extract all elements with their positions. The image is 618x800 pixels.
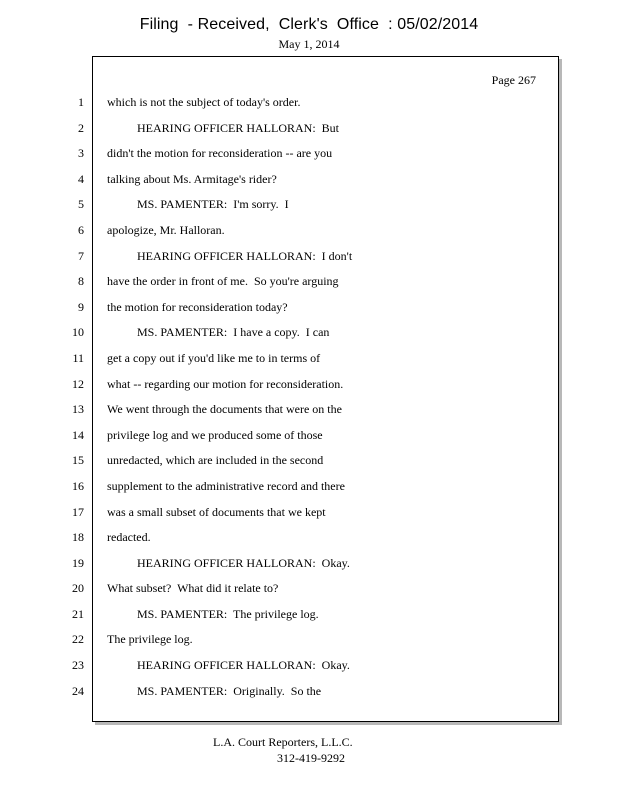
line-number: 8 bbox=[78, 274, 84, 289]
line-number: 23 bbox=[72, 658, 84, 673]
line-number: 14 bbox=[72, 427, 84, 442]
line-number: 19 bbox=[72, 555, 84, 570]
line-number: 5 bbox=[78, 197, 84, 212]
line-number: 2 bbox=[78, 120, 84, 135]
transcript-line: the motion for reconsideration today? bbox=[107, 299, 288, 314]
line-number: 7 bbox=[78, 248, 84, 263]
line-number: 11 bbox=[72, 350, 84, 365]
line-number: 6 bbox=[78, 222, 84, 237]
line-number: 10 bbox=[72, 325, 84, 340]
transcript-line: apologize, Mr. Halloran. bbox=[107, 222, 225, 237]
line-number: 3 bbox=[78, 146, 84, 161]
transcript-line: redacted. bbox=[107, 530, 151, 545]
transcript-line: HEARING OFFICER HALLORAN: I don't bbox=[107, 248, 353, 263]
line-number: 22 bbox=[72, 632, 84, 647]
transcript-line: supplement to the administrative record and there bbox=[107, 478, 345, 493]
transcript-line: HEARING OFFICER HALLORAN: But bbox=[107, 120, 340, 135]
transcript-line: What subset? What did it relate to? bbox=[107, 581, 279, 596]
line-number: 1 bbox=[78, 95, 84, 109]
line-number: 15 bbox=[72, 453, 84, 468]
transcript-text bbox=[107, 94, 352, 708]
line-number: 4 bbox=[78, 171, 84, 186]
transcript-line: unredacted, which are included in the second bbox=[107, 453, 324, 468]
transcript-date: May 1, 2014 bbox=[278, 37, 340, 51]
transcript-line: MS. PAMENTER: Originally. So the bbox=[107, 683, 322, 698]
transcript-line: The privilege log. bbox=[107, 632, 193, 647]
line-number: 21 bbox=[72, 606, 84, 621]
line-number: 12 bbox=[72, 376, 84, 391]
transcript-line: was a small subset of documents that we kept bbox=[107, 504, 326, 519]
transcript-line: didn't the motion for reconsideration -- are you bbox=[107, 146, 333, 161]
line-number: 16 bbox=[72, 478, 84, 493]
transcript-line: MS. PAMENTER: The privilege log. bbox=[107, 606, 319, 621]
transcript-line: MS. PAMENTER: I have a copy. I can bbox=[107, 325, 330, 340]
line-number: 24 bbox=[72, 683, 84, 698]
line-number: 20 bbox=[72, 581, 84, 596]
footer-phone: 312-419-9292 bbox=[277, 751, 345, 765]
transcript-line: what -- regarding our motion for reconsideration. bbox=[107, 376, 344, 391]
transcript-line: get a copy out if you'd like me to in terms of bbox=[107, 350, 321, 365]
line-number-column bbox=[60, 94, 84, 708]
transcript-line: which is not the subject of today's order. bbox=[107, 95, 301, 109]
line-number: 18 bbox=[72, 530, 84, 545]
transcript-line: We went through the documents that were on the bbox=[107, 402, 342, 417]
transcript-line: HEARING OFFICER HALLORAN: Okay. bbox=[107, 658, 350, 673]
filing-stamp: Filing - Received, Clerk's Office : 05/02/2014 bbox=[139, 16, 479, 33]
transcript-line: have the order in front of me. So you're arguing bbox=[107, 274, 339, 289]
page-number: Page 267 bbox=[491, 73, 536, 87]
footer-company: L.A. Court Reporters, L.L.C. bbox=[213, 735, 353, 749]
line-number: 9 bbox=[78, 299, 84, 314]
transcript-line: talking about Ms. Armitage's rider? bbox=[107, 171, 277, 186]
line-number: 17 bbox=[72, 504, 84, 519]
transcript-line: HEARING OFFICER HALLORAN: Okay. bbox=[107, 555, 350, 570]
transcript-line: MS. PAMENTER: I'm sorry. I bbox=[107, 197, 289, 212]
line-number: 13 bbox=[72, 402, 84, 417]
transcript-line: privilege log and we produced some of those bbox=[107, 427, 323, 442]
